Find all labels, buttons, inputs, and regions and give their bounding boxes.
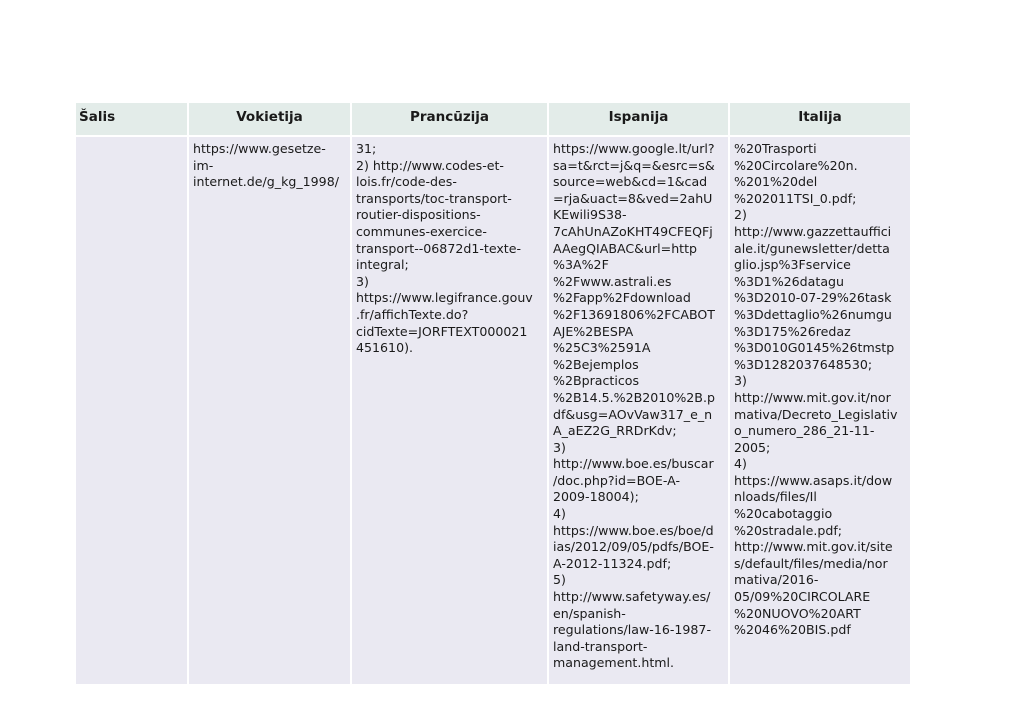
cell-line: source=web&cd=1&cad <box>553 174 708 190</box>
cell-line: %202011TSI_0.pdf; <box>734 190 857 206</box>
cell-line: AAegQIABAC&url=http <box>553 240 698 256</box>
cell-line: 4) <box>553 506 566 522</box>
cell-line: %20Circolare%20n. <box>734 157 858 173</box>
cell-line: %20cabotaggio <box>734 506 833 522</box>
cell-line: 3) <box>734 373 747 389</box>
cell-line: %3A%2F <box>553 257 609 273</box>
cell-line: KEwili9S38- <box>553 207 627 223</box>
cell-salis <box>76 136 188 684</box>
cell-line: land-transport- <box>553 638 648 654</box>
cell-line: http://www.boe.es/buscar <box>553 456 714 472</box>
cell-line: %3D010G0145%26tmstp <box>734 340 895 356</box>
cell-line: management.html. <box>553 655 675 671</box>
table-row <box>76 136 910 684</box>
table-header-row <box>76 103 910 136</box>
cell-line: transport--06872d1-texte- <box>356 240 522 256</box>
cell-line: 05/09%20CIRCOLARE <box>734 589 871 605</box>
cell-line: 4) <box>734 456 747 472</box>
cell-prancuzija <box>351 136 548 684</box>
cell-line: %3D175%26redaz <box>734 323 851 339</box>
cell-line: %2Bpracticos <box>553 373 640 389</box>
cell-line: glio.jsp%3Fservice <box>734 257 851 273</box>
cell-line: integral; <box>356 257 409 273</box>
cell-line: %3D2010-07-29%26task <box>734 290 892 306</box>
cell-line: cidTexte=JORFTEXT000021 <box>356 323 528 339</box>
cell-line: http://www.safetyway.es/ <box>553 589 711 605</box>
header-vokietija: Vokietija <box>188 103 351 136</box>
header-ispanija: Ispanija <box>548 103 729 136</box>
cell-line: http://www.mit.gov.it/site <box>734 539 893 555</box>
cell-line: %3Ddettaglio%26numgu <box>734 306 892 322</box>
cell-line: internet.de/g_kg_1998/ <box>193 174 339 190</box>
cell-line: https://www.legifrance.gouv <box>356 290 533 306</box>
cell-line: 5) <box>553 572 566 588</box>
cell-line: transports/toc-transport- <box>356 190 512 206</box>
cell-line: 2009-18004); <box>553 489 639 505</box>
cell-line: =rja&uact=8&ved=2ahU <box>553 190 713 206</box>
header-italija: Italija <box>729 103 910 136</box>
cell-line: %2Bejemplos <box>553 356 639 372</box>
cell-line: 7cAhUnAZoKHT49CFEQFj <box>553 223 713 239</box>
cell-line: https://www.gesetze- <box>193 141 326 156</box>
cell-line: %2F13691806%2FCABOT <box>553 306 715 322</box>
cell-line: http://www.gazzettauffici <box>734 223 892 239</box>
cell-line: https://www.asaps.it/dow <box>734 472 893 488</box>
cell-line: en/spanish- <box>553 605 626 621</box>
cell-line: 31; <box>356 141 377 156</box>
header-salis: Šalis <box>76 103 188 136</box>
cell-line: %20NUOVO%20ART <box>734 605 861 621</box>
cell-line: im- <box>193 157 214 173</box>
cell-line: ale.it/gunewsletter/detta <box>734 240 890 256</box>
cell-line: AJE%2BESPA <box>553 323 634 339</box>
cell-vokietija <box>188 136 351 684</box>
cell-line: 2) http://www.codes-et- <box>356 157 504 173</box>
cell-line: nloads/files/Il <box>734 489 817 505</box>
cell-line: o_numero_286_21-11- <box>734 423 875 439</box>
cell-line: s/default/files/media/nor <box>734 555 888 571</box>
cell-line: ias/2012/09/05/pdfs/BOE- <box>553 539 714 555</box>
cell-line: df&usg=AOvVaw317_e_n <box>553 406 713 422</box>
cell-line: %20stradale.pdf; <box>734 522 843 538</box>
cell-line: 3) <box>356 273 369 289</box>
cell-line: 2) <box>734 207 747 223</box>
cell-line: sa=t&rct=j&q=&esrc=s& <box>553 157 715 173</box>
cell-line: mativa/2016- <box>734 572 819 588</box>
header-prancuzija: Prancūzija <box>351 103 548 136</box>
cell-line: %2046%20BIS.pdf <box>734 622 851 638</box>
cell-line: %3D1282037648530; <box>734 356 873 372</box>
cell-line: %20Trasporti <box>734 141 817 156</box>
cell-italija <box>729 136 910 684</box>
cell-ispanija <box>548 136 729 684</box>
cell-line: 3) <box>553 439 566 455</box>
cell-line: %25C3%2591A <box>553 340 651 356</box>
cell-line: https://www.boe.es/boe/d <box>553 522 714 538</box>
cell-line: %2B14.5.%2B2010%2B.p <box>553 389 715 405</box>
cell-line: routier-dispositions- <box>356 207 481 223</box>
cell-line: %3D1%26datagu <box>734 273 845 289</box>
cell-line: A_aEZ2G_RRDrKdv; <box>553 423 677 439</box>
cell-line: .fr/affichTexte.do? <box>356 306 469 322</box>
cell-line: http://www.mit.gov.it/nor <box>734 389 891 405</box>
cell-line: %201%20del <box>734 174 818 190</box>
cell-line: 451610). <box>356 340 413 356</box>
cell-line: %2Fapp%2Fdownload <box>553 290 691 306</box>
countries-table <box>76 103 910 684</box>
cell-line: mativa/Decreto_Legislativ <box>734 406 898 422</box>
cell-line: A-2012-11324.pdf; <box>553 555 672 571</box>
cell-line: /doc.php?id=BOE-A- <box>553 472 681 488</box>
cell-line: communes-exercice- <box>356 223 487 239</box>
cell-line: %2Fwww.astrali.es <box>553 273 672 289</box>
cell-line: https://www.google.lt/url? <box>553 141 715 156</box>
cell-line: regulations/law-16-1987- <box>553 622 711 638</box>
cell-line: 2005; <box>734 439 771 455</box>
cell-line: lois.fr/code-des- <box>356 174 457 190</box>
